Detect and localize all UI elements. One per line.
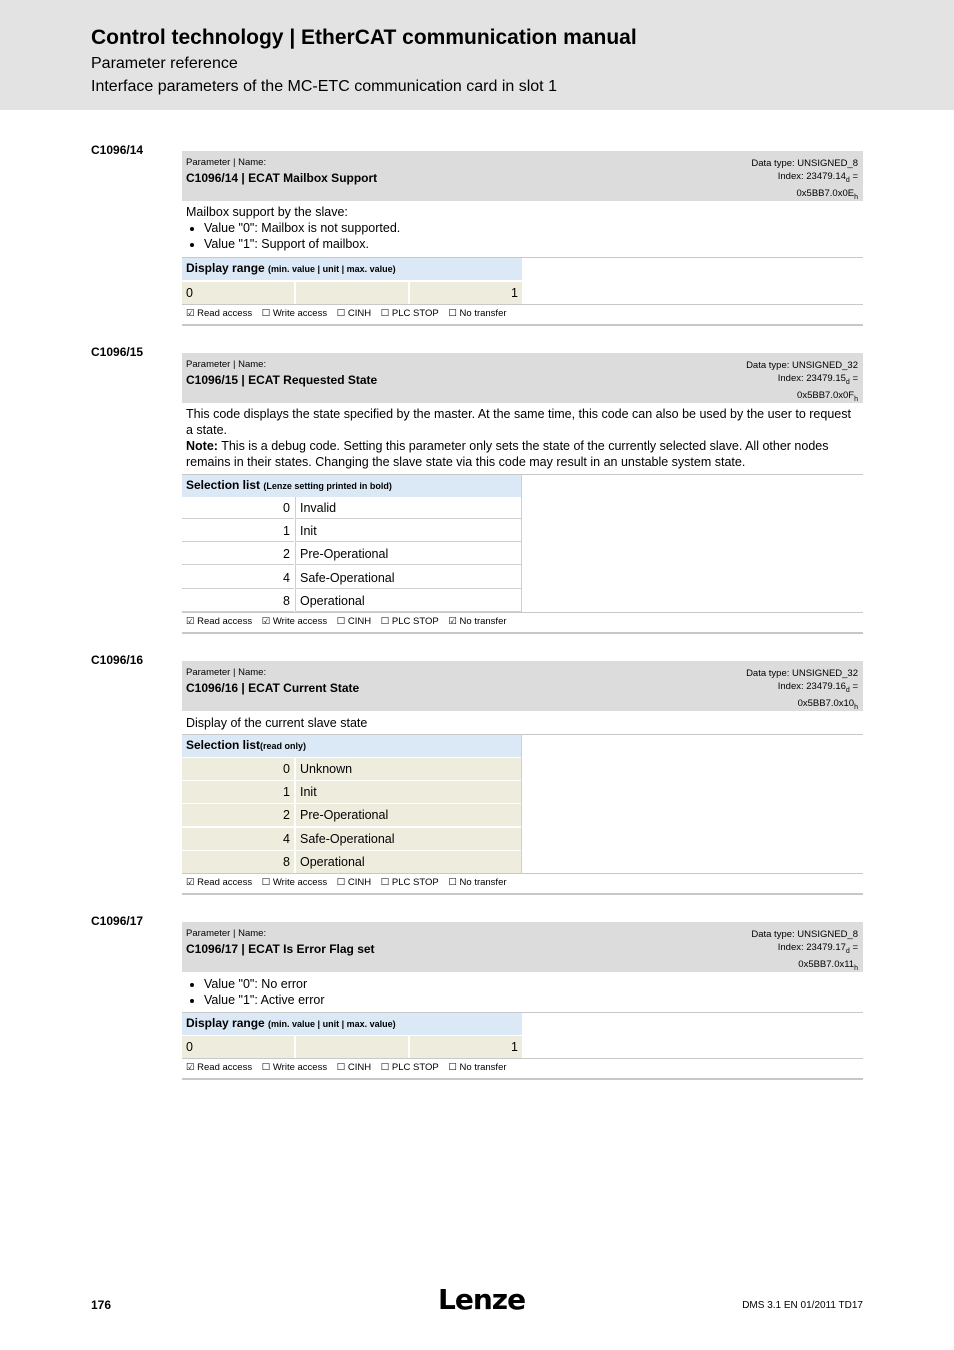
flag-no-transfer: ☐ No transfer bbox=[448, 1062, 507, 1073]
selection-row bbox=[182, 590, 522, 612]
data-type: Data type: UNSIGNED_8 bbox=[751, 158, 858, 169]
data-type-info bbox=[746, 359, 858, 406]
divider bbox=[182, 1078, 863, 1080]
param-name-label: Parameter | Name: bbox=[186, 157, 267, 168]
param-name-box bbox=[182, 922, 863, 972]
param-name: C1096/16 | ECAT Current State bbox=[186, 681, 360, 695]
param-description bbox=[186, 406, 861, 470]
param-code-heading: C1096/14 bbox=[91, 143, 144, 157]
list-title: Selection list bbox=[186, 738, 261, 752]
flag-write-access: ☑ Write access bbox=[261, 616, 328, 627]
selection-row bbox=[182, 804, 522, 826]
flag-plc-stop: ☐ PLC STOP bbox=[380, 877, 439, 888]
option-label: Operational bbox=[300, 594, 365, 608]
param-name: C1096/15 | ECAT Requested State bbox=[186, 373, 378, 387]
range-subtitle: (min. value | unit | max. value) bbox=[268, 264, 396, 274]
option-label: Invalid bbox=[300, 501, 337, 515]
flag-cinh: ☐ CINH bbox=[336, 1062, 372, 1073]
flag-read-access: ☑ Read access bbox=[186, 1062, 253, 1073]
list-item: • Value "0": Mailbox is not supported. bbox=[204, 220, 861, 236]
column-divider bbox=[521, 734, 522, 873]
description-text: This code displays the state specified by the master. At the same time, this code can also be used by the user to request a state. bbox=[186, 407, 851, 437]
flag-plc-stop: ☐ PLC STOP bbox=[380, 1062, 439, 1073]
flag-no-transfer: ☐ No transfer bbox=[448, 308, 507, 319]
param-description bbox=[186, 976, 861, 1008]
range-min: 0 bbox=[186, 1040, 193, 1054]
param-name-label: Parameter | Name: bbox=[186, 928, 267, 939]
data-type: Data type: UNSIGNED_32 bbox=[746, 360, 858, 371]
range-title: Display range bbox=[186, 1016, 265, 1030]
divider bbox=[182, 612, 863, 613]
range-max: 1 bbox=[511, 1040, 518, 1054]
param-name-box bbox=[182, 151, 863, 201]
param-description bbox=[186, 715, 861, 731]
divider bbox=[182, 304, 863, 305]
display-range-header bbox=[182, 1013, 522, 1035]
flag-read-access: ☑ Read access bbox=[186, 308, 253, 319]
display-range-row bbox=[182, 1036, 522, 1058]
param-code-heading: C1096/15 bbox=[91, 345, 144, 359]
option-value: 4 bbox=[283, 571, 290, 585]
selection-list-header bbox=[182, 735, 522, 757]
list-item: • Value "1": Active error bbox=[204, 992, 861, 1008]
flag-no-transfer: ☑ No transfer bbox=[448, 616, 507, 627]
selection-row bbox=[182, 520, 522, 542]
index-hex: $0x5BB7.0x0E_h$ bbox=[796, 187, 858, 201]
chapter-title: Parameter reference bbox=[91, 55, 238, 72]
index-decimal: Index: $23479.15_d$ = bbox=[777, 373, 858, 386]
selection-row bbox=[182, 781, 522, 803]
data-type-info bbox=[751, 928, 858, 975]
param-name-label: Parameter | Name: bbox=[186, 359, 267, 370]
data-type: Data type: UNSIGNED_32 bbox=[746, 668, 858, 679]
index-hex: $0x5BB7.0x0F_h$ bbox=[797, 389, 858, 403]
param-name-label: Parameter | Name: bbox=[186, 667, 267, 678]
document-id: DMS 3.1 EN 01/2011 TD17 bbox=[742, 1300, 863, 1311]
divider bbox=[182, 893, 863, 895]
selection-row bbox=[182, 828, 522, 850]
param-name: C1096/14 | ECAT Mailbox Support bbox=[186, 171, 378, 185]
column-divider bbox=[295, 497, 296, 612]
page-header bbox=[0, 0, 954, 110]
option-value: 2 bbox=[283, 808, 290, 822]
flag-write-access: ☐ Write access bbox=[261, 1062, 328, 1073]
param-description bbox=[186, 204, 861, 252]
selection-row bbox=[182, 567, 522, 589]
value-list bbox=[186, 220, 861, 252]
option-value: 8 bbox=[283, 855, 290, 869]
option-label: Operational bbox=[300, 855, 365, 869]
note-text: Note: This is a debug code. Setting this parameter only sets the state of the currently selected slave. All other nodes remains in their states. Changing the slave state via this code may result in an unstable system state. bbox=[186, 439, 829, 469]
divider bbox=[182, 873, 863, 874]
flag-no-transfer: ☐ No transfer bbox=[448, 877, 507, 888]
value-list bbox=[186, 976, 861, 1008]
param-name-box bbox=[182, 661, 863, 711]
option-label: Unknown bbox=[300, 762, 353, 776]
data-type-info bbox=[751, 157, 858, 204]
description-text: Mailbox support by the slave: bbox=[186, 205, 348, 219]
range-max: 1 bbox=[511, 286, 518, 300]
index-decimal: Index: $23479.14_d$ = bbox=[777, 171, 858, 184]
option-label: Init bbox=[300, 524, 317, 538]
display-range-row bbox=[182, 282, 522, 304]
range-title: Display range bbox=[186, 261, 265, 275]
flag-cinh: ☐ CINH bbox=[336, 308, 372, 319]
option-value: 1 bbox=[283, 785, 290, 799]
option-value: 2 bbox=[283, 547, 290, 561]
index-decimal: Index: $23479.17_d$ = bbox=[777, 942, 858, 955]
list-item: • Value "0": No error bbox=[204, 976, 861, 992]
display-range-header bbox=[182, 258, 522, 280]
option-label: Pre-Operational bbox=[300, 808, 389, 822]
list-subtitle: (Lenze setting printed in bold) bbox=[263, 481, 392, 491]
access-flags bbox=[186, 308, 514, 319]
selection-row bbox=[182, 543, 522, 565]
param-name-box bbox=[182, 353, 863, 403]
selection-row bbox=[182, 758, 522, 780]
description-text: Display of the current slave state bbox=[186, 716, 368, 730]
section-title: Interface parameters of the MC-ETC communication card in slot 1 bbox=[91, 78, 557, 95]
column-divider bbox=[521, 474, 522, 612]
option-value: 0 bbox=[283, 501, 290, 515]
access-flags bbox=[186, 616, 514, 627]
flag-read-access: ☑ Read access bbox=[186, 616, 253, 627]
flag-write-access: ☐ Write access bbox=[261, 308, 328, 319]
divider bbox=[182, 324, 863, 326]
flag-plc-stop: ☐ PLC STOP bbox=[380, 308, 439, 319]
flag-write-access: ☐ Write access bbox=[261, 877, 328, 888]
selection-list-header bbox=[182, 475, 522, 497]
option-label: Safe-Operational bbox=[300, 571, 395, 585]
param-code-heading: C1096/16 bbox=[91, 653, 144, 667]
selection-row bbox=[182, 851, 522, 873]
option-value: 8 bbox=[283, 594, 290, 608]
access-flags bbox=[186, 877, 514, 888]
index-hex: $0x5BB7.0x10_h$ bbox=[797, 697, 858, 711]
option-label: Safe-Operational bbox=[300, 832, 395, 846]
access-flags bbox=[186, 1062, 514, 1073]
option-value: 4 bbox=[283, 832, 290, 846]
option-label: Init bbox=[300, 785, 317, 799]
range-subtitle: (min. value | unit | max. value) bbox=[268, 1019, 396, 1029]
param-code-heading: C1096/17 bbox=[91, 914, 144, 928]
divider bbox=[182, 632, 863, 634]
list-item: • Value "1": Support of mailbox. bbox=[204, 236, 861, 252]
param-name: C1096/17 | ECAT Is Error Flag set bbox=[186, 942, 375, 956]
option-label: Pre-Operational bbox=[300, 547, 389, 561]
manual-title: Control technology | EtherCAT communication manual bbox=[91, 26, 637, 49]
flag-cinh: ☐ CINH bbox=[336, 877, 372, 888]
index-decimal: Index: $23479.16_d$ = bbox=[777, 681, 858, 694]
flag-cinh: ☐ CINH bbox=[336, 616, 372, 627]
option-value: 0 bbox=[283, 762, 290, 776]
page-number: 176 bbox=[91, 1298, 112, 1312]
list-subtitle: (read only) bbox=[260, 741, 307, 751]
range-min: 0 bbox=[186, 286, 193, 300]
selection-row bbox=[182, 497, 522, 519]
flag-plc-stop: ☐ PLC STOP bbox=[380, 616, 439, 627]
lenze-logo: Lenze bbox=[438, 1283, 526, 1316]
option-value: 1 bbox=[283, 524, 290, 538]
flag-read-access: ☑ Read access bbox=[186, 877, 253, 888]
data-type-info bbox=[746, 667, 858, 714]
data-type: Data type: UNSIGNED_8 bbox=[751, 929, 858, 940]
divider bbox=[182, 1058, 863, 1059]
index-hex: $0x5BB7.0x11_h$ bbox=[798, 958, 858, 972]
list-title: Selection list bbox=[186, 478, 261, 492]
